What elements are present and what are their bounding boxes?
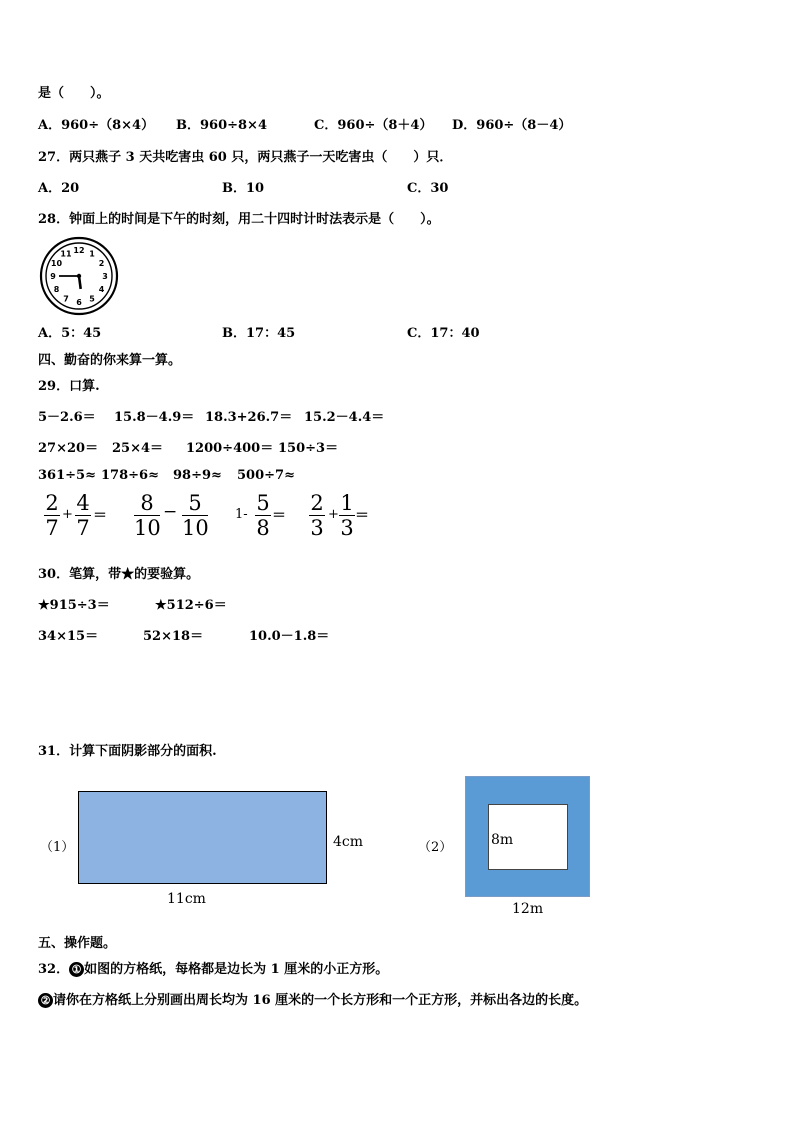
plus-sign-4: + [328,507,339,522]
clock-number: 2 [98,259,105,268]
figure-1-shaded-rectangle [78,791,327,884]
q30-title: 30．笔算，带★的要验算。 [38,567,200,582]
equals-sign-3: ＝ [272,508,286,524]
minus-sign-2: − [163,502,178,522]
q29-row3-item4: 500÷7≈ [237,468,295,483]
q27-option-a: A．20 [38,181,80,196]
q30-row2-item1: 34×15＝ [38,629,99,644]
q29-row1-item1: 5－2.6＝ [38,410,96,425]
figure-1-width-label: 11cm [167,891,206,907]
q26-option-d: D．960÷（8－4） [452,118,572,133]
clock-number: 8 [53,285,60,294]
q29-row2-item3: 1200÷400＝ [186,441,274,456]
q28-option-c: C．17：40 [407,326,480,341]
plus-sign-1: + [62,507,73,522]
q29-row1-item4: 15.2－4.4＝ [304,410,385,425]
clock-number: 11 [60,249,72,259]
clock-number: 12 [73,246,85,255]
q29-row2-item2: 25×4＝ [112,441,164,456]
figure-2-inner-label: 8m [491,832,514,848]
q32-line-2 [38,989,587,1008]
q29-row3-item2: 178÷6≈ [101,468,159,483]
clock-number: 9 [50,272,56,281]
fraction-4-7: 4 7 [76,491,90,540]
figure-1-height-label: 4cm [333,834,364,850]
q28-option-b: B．17：45 [222,326,296,341]
section-4-heading: 四、勤奋的你来算一算。 [38,353,182,368]
figure-2-inner-square [488,804,568,870]
clock-number: 6 [76,298,82,307]
fraction-2-7: 2 7 [45,491,59,540]
q30-row1-item1: ★915÷3＝ [38,598,110,613]
q32-line-1 [38,958,388,977]
q29-row3-item3: 98÷9≈ [173,468,222,483]
clock-face [38,235,120,317]
clock-number: 1 [89,249,95,259]
equals-sign-1: ＝ [93,508,107,524]
q29-row2-item1: 27×20＝ [38,441,99,456]
clock-number: 10 [50,259,63,268]
q26-option-b: B．960÷8×4 [176,118,268,133]
clock-number: 7 [63,294,69,304]
section-5-heading: 五、操作题。 [38,936,117,951]
fraction-5-8: 5 8 [256,491,270,540]
figure-2-outer-square [465,776,590,897]
q28-stem: 28．钟面上的时间是下午的时刻，用二十四时计时法表示是（ ）。 [38,212,440,227]
q31-title: 31．计算下面阴影部分的面积. [38,744,217,759]
one-minus: 1- [235,507,248,522]
clock-center-dot [77,274,81,278]
figure-2-label: （2） [418,840,453,855]
q30-row2-item3: 10.0－1.8＝ [249,629,330,644]
q32-number: 32． [38,962,70,977]
figure-2-outer-label: 12m [512,901,544,917]
fraction-1-3: 1 3 [340,491,354,540]
step-1-marker: ① [69,962,84,977]
q29-row3-item1: 361÷5≈ [38,468,96,483]
q26-option-a: A．960÷（8×4） [38,118,155,133]
fraction-2-3: 2 3 [310,491,324,540]
q30-row2-item2: 52×18＝ [143,629,204,644]
step-2-marker: ② [38,993,53,1008]
q32-line-2-text: 请你在方格纸上分别画出周长均为 16 厘米的一个长方形和一个正方形，并标出各边的长度。 [53,993,588,1008]
q32-line-1-text: 如图的方格纸，每格都是边长为 1 厘米的小正方形。 [84,962,389,977]
fraction-8-10: 8 10 [134,491,161,540]
fraction-5-10: 5 10 [182,491,209,540]
q28-option-a: A．5：45 [38,326,102,341]
q27-stem: 27．两只燕子 3 天共吃害虫 60 只，两只燕子一天吃害虫（ ）只． [38,150,453,165]
q29-row1-item2: 15.8－4.9＝ [114,410,195,425]
q27-option-c: C．30 [407,181,449,196]
figure-1-label: （1） [40,840,75,855]
clock-number: 3 [102,272,108,281]
q27-option-b: B．10 [222,181,265,196]
equals-sign-4: ＝ [355,508,369,524]
q30-row1-item2: ★512÷6＝ [155,598,227,613]
q26-option-c: C．960÷（8＋4） [314,118,433,133]
q29-title: 29．口算. [38,379,100,394]
clock-number: 5 [89,294,95,304]
clock-number: 4 [98,285,105,294]
q26-stem-tail: 是（ ）。 [38,86,110,101]
q29-row1-item3: 18.3+26.7＝ [205,410,293,425]
q29-row2-item4: 150÷3＝ [278,441,339,456]
